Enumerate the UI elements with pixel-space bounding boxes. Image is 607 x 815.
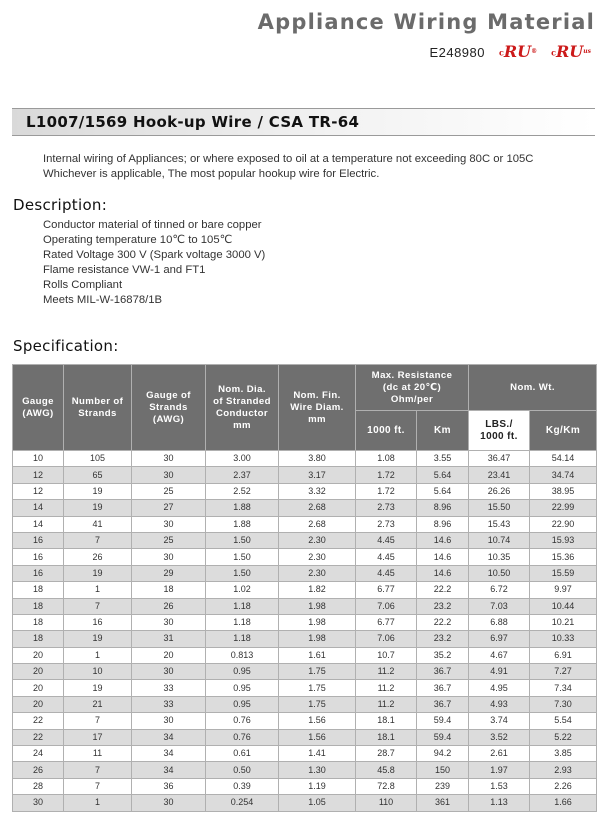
table-cell: 2.73 [356, 516, 417, 532]
table-cell: 30 [13, 795, 64, 811]
table-row [13, 549, 597, 565]
table-cell: 19 [64, 680, 132, 696]
table-cell: 105 [64, 451, 132, 467]
table-cell: 1.50 [206, 549, 279, 565]
table-cell: 30 [132, 614, 206, 630]
table-cell: 7.06 [356, 631, 417, 647]
specification-table [12, 364, 597, 812]
table-cell: 0.95 [206, 696, 279, 712]
table-cell: 30 [132, 549, 206, 565]
col-header-fin-diam: Nom. Fin. Wire Diam. mm [279, 365, 356, 451]
table-row [13, 582, 597, 598]
table-row [13, 516, 597, 532]
table-cell: 361 [417, 795, 469, 811]
table-cell: 3.52 [469, 729, 530, 745]
table-cell: 16 [64, 614, 132, 630]
table-cell: 18 [13, 582, 64, 598]
table-row [13, 631, 597, 647]
table-cell: 7 [64, 532, 132, 548]
table-cell: 26 [13, 762, 64, 778]
table-cell: 7.27 [530, 664, 597, 680]
table-cell: 2.52 [206, 483, 279, 499]
table-cell: 1 [64, 647, 132, 663]
table-cell: 41 [64, 516, 132, 532]
table-cell: 34 [132, 746, 206, 762]
table-row [13, 762, 597, 778]
product-title: L1007/1569 Hook-up Wire / CSA TR-64 [26, 113, 360, 131]
table-cell: 22.2 [417, 582, 469, 598]
table-cell: 8.96 [417, 500, 469, 516]
table-cell: 0.254 [206, 795, 279, 811]
table-cell: 15.59 [530, 565, 597, 581]
table-row [13, 467, 597, 483]
table-cell: 6.77 [356, 582, 417, 598]
table-cell: 20 [132, 647, 206, 663]
col-header-lbs: LBS./ 1000 ft. [469, 411, 530, 451]
table-cell: 36.7 [417, 664, 469, 680]
table-row [13, 778, 597, 794]
table-cell: 25 [132, 483, 206, 499]
table-cell: 4.45 [356, 565, 417, 581]
table-row [13, 729, 597, 745]
table-cell: 10.74 [469, 532, 530, 548]
col-header-res-1000ft: 1000 ft. [356, 411, 417, 451]
table-cell: 0.76 [206, 713, 279, 729]
table-row [13, 614, 597, 630]
table-cell: 15.50 [469, 500, 530, 516]
table-cell: 4.45 [356, 549, 417, 565]
table-row [13, 565, 597, 581]
table-cell: 239 [417, 778, 469, 794]
table-cell: 11 [64, 746, 132, 762]
table-cell: 2.73 [356, 500, 417, 516]
page-title: Appliance Wiring Material [257, 10, 595, 34]
table-cell: 1.72 [356, 467, 417, 483]
table-cell: 6.72 [469, 582, 530, 598]
intro-line: Internal wiring of Appliances; or where exposed to oil at a temperature not exceeding 80C or 105C [43, 153, 534, 165]
table-cell: 19 [64, 483, 132, 499]
table-cell: 2.68 [279, 516, 356, 532]
table-cell: 22 [13, 729, 64, 745]
table-cell: 4.45 [356, 532, 417, 548]
table-cell: 1.66 [530, 795, 597, 811]
table-row [13, 532, 597, 548]
table-cell: 1.18 [206, 631, 279, 647]
table-cell: 14.6 [417, 565, 469, 581]
table-cell: 1.75 [279, 696, 356, 712]
specification-heading: Specification: [13, 337, 119, 355]
table-cell: 15.43 [469, 516, 530, 532]
table-cell: 19 [64, 631, 132, 647]
table-cell: 18 [13, 614, 64, 630]
table-cell: 1.50 [206, 532, 279, 548]
table-cell: 12 [13, 483, 64, 499]
table-cell: 7 [64, 713, 132, 729]
table-cell: 1.97 [469, 762, 530, 778]
table-cell: 2.93 [530, 762, 597, 778]
table-row [13, 713, 597, 729]
table-cell: 5.64 [417, 483, 469, 499]
table-cell: 1.53 [469, 778, 530, 794]
table-row [13, 680, 597, 696]
table-row [13, 696, 597, 712]
table-cell: 7.03 [469, 598, 530, 614]
col-header-max-resistance: Max. Resistance (dc at 20℃) Ohm/per [356, 365, 469, 411]
table-cell: 28.7 [356, 746, 417, 762]
table-cell: 10 [64, 664, 132, 680]
table-cell: 27 [132, 500, 206, 516]
table-cell: 1.19 [279, 778, 356, 794]
table-cell: 1.08 [356, 451, 417, 467]
table-cell: 0.813 [206, 647, 279, 663]
table-cell: 34 [132, 729, 206, 745]
table-cell: 23.41 [469, 467, 530, 483]
table-cell: 0.61 [206, 746, 279, 762]
description-item: Conductor material of tinned or bare copper [43, 219, 262, 231]
table-cell: 1.98 [279, 631, 356, 647]
table-cell: 16 [13, 532, 64, 548]
table-cell: 7.34 [530, 680, 597, 696]
table-cell: 1.30 [279, 762, 356, 778]
table-cell: 16 [13, 549, 64, 565]
table-cell: 2.26 [530, 778, 597, 794]
table-cell: 5.22 [530, 729, 597, 745]
table-row [13, 451, 597, 467]
description-item: Flame resistance VW-1 and FT1 [43, 264, 206, 276]
table-row [13, 746, 597, 762]
col-header-nom-weight: Nom. Wt. [469, 365, 597, 411]
table-cell: 9.97 [530, 582, 597, 598]
table-cell: 20 [13, 647, 64, 663]
table-cell: 1.56 [279, 729, 356, 745]
table-cell: 22.90 [530, 516, 597, 532]
table-cell: 110 [356, 795, 417, 811]
table-cell: 14.6 [417, 532, 469, 548]
table-cell: 34 [132, 762, 206, 778]
specification-table-body [13, 451, 597, 812]
table-cell: 1.56 [279, 713, 356, 729]
table-cell: 0.95 [206, 680, 279, 696]
table-cell: 31 [132, 631, 206, 647]
col-header-gauge: Gauge (AWG) [13, 365, 64, 451]
col-header-nom-dia: Nom. Dia. of Stranded Conductor mm [206, 365, 279, 451]
table-cell: 30 [132, 467, 206, 483]
table-cell: 2.37 [206, 467, 279, 483]
table-cell: 2.61 [469, 746, 530, 762]
table-cell: 6.77 [356, 614, 417, 630]
table-cell: 22 [13, 713, 64, 729]
table-cell: 36 [132, 778, 206, 794]
table-cell: 1.72 [356, 483, 417, 499]
table-cell: 0.95 [206, 664, 279, 680]
table-cell: 16 [13, 565, 64, 581]
intro-text [43, 152, 533, 182]
table-cell: 10.44 [530, 598, 597, 614]
table-cell: 7 [64, 762, 132, 778]
table-cell: 14 [13, 516, 64, 532]
table-cell: 59.4 [417, 729, 469, 745]
table-cell: 3.17 [279, 467, 356, 483]
table-cell: 20 [13, 664, 64, 680]
table-cell: 1.82 [279, 582, 356, 598]
table-cell: 0.39 [206, 778, 279, 794]
table-cell: 30 [132, 795, 206, 811]
table-cell: 30 [132, 713, 206, 729]
table-cell: 2.30 [279, 549, 356, 565]
table-cell: 33 [132, 680, 206, 696]
col-header-res-km: Km [417, 411, 469, 451]
ul-recognized-logo: cRU® [499, 42, 538, 61]
col-header-strands: Number of Strands [64, 365, 132, 451]
intro-line: Whichever is applicable, The most popular hookup wire for Electric. [43, 168, 380, 180]
table-cell: 38.95 [530, 483, 597, 499]
table-cell: 4.67 [469, 647, 530, 663]
table-cell: 54.14 [530, 451, 597, 467]
table-cell: 23.2 [417, 598, 469, 614]
table-cell: 11.2 [356, 664, 417, 680]
table-row [13, 483, 597, 499]
table-row [13, 598, 597, 614]
table-cell: 1.98 [279, 614, 356, 630]
table-cell: 1.50 [206, 565, 279, 581]
table-cell: 10.35 [469, 549, 530, 565]
table-cell: 36.47 [469, 451, 530, 467]
table-cell: 26 [64, 549, 132, 565]
table-cell: 7 [64, 778, 132, 794]
table-cell: 1.75 [279, 680, 356, 696]
table-cell: 7 [64, 598, 132, 614]
table-cell: 2.68 [279, 500, 356, 516]
table-cell: 1 [64, 582, 132, 598]
table-cell: 65 [64, 467, 132, 483]
table-cell: 3.32 [279, 483, 356, 499]
table-cell: 17 [64, 729, 132, 745]
table-cell: 2.30 [279, 565, 356, 581]
table-cell: 14 [13, 500, 64, 516]
table-cell: 1.41 [279, 746, 356, 762]
description-list [43, 218, 265, 308]
table-cell: 1.88 [206, 516, 279, 532]
table-cell: 18 [13, 631, 64, 647]
table-cell: 10.33 [530, 631, 597, 647]
table-cell: 3.74 [469, 713, 530, 729]
table-cell: 10.21 [530, 614, 597, 630]
table-cell: 150 [417, 762, 469, 778]
table-cell: 0.76 [206, 729, 279, 745]
table-cell: 19 [64, 565, 132, 581]
table-cell: 24 [13, 746, 64, 762]
table-cell: 18 [132, 582, 206, 598]
table-cell: 3.00 [206, 451, 279, 467]
cul-us-recognized-logo: cRU$^{us}$ [551, 42, 591, 61]
description-heading: Description: [13, 196, 108, 214]
col-header-kg-km: Kg/Km [530, 411, 597, 451]
table-cell: 1.05 [279, 795, 356, 811]
description-item: Rolls Compliant [43, 279, 123, 291]
certification-row [429, 44, 591, 61]
table-cell: 18.1 [356, 713, 417, 729]
table-cell: 30 [132, 664, 206, 680]
table-cell: 29 [132, 565, 206, 581]
table-row [13, 647, 597, 663]
product-banner [12, 108, 595, 136]
cert-number: E248980 [429, 44, 485, 60]
table-cell: 5.64 [417, 467, 469, 483]
table-cell: 11.2 [356, 680, 417, 696]
table-cell: 72.8 [356, 778, 417, 794]
table-cell: 7.06 [356, 598, 417, 614]
table-cell: 22.2 [417, 614, 469, 630]
table-cell: 45.8 [356, 762, 417, 778]
table-cell: 5.54 [530, 713, 597, 729]
col-header-strand-gauge: Gauge of Strands (AWG) [132, 365, 206, 451]
table-cell: 1.02 [206, 582, 279, 598]
description-item: Meets MIL-W-16878/1B [43, 294, 163, 306]
table-cell: 30 [132, 516, 206, 532]
table-cell: 19 [64, 500, 132, 516]
table-cell: 30 [132, 451, 206, 467]
table-cell: 7.30 [530, 696, 597, 712]
table-cell: 12 [13, 467, 64, 483]
table-cell: 3.55 [417, 451, 469, 467]
table-cell: 1 [64, 795, 132, 811]
table-cell: 1.13 [469, 795, 530, 811]
table-cell: 3.80 [279, 451, 356, 467]
table-cell: 18 [13, 598, 64, 614]
table-cell: 26 [132, 598, 206, 614]
table-cell: 4.91 [469, 664, 530, 680]
table-cell: 10.7 [356, 647, 417, 663]
table-cell: 6.91 [530, 647, 597, 663]
table-cell: 4.93 [469, 696, 530, 712]
table-cell: 3.85 [530, 746, 597, 762]
table-cell: 35.2 [417, 647, 469, 663]
table-cell: 14.6 [417, 549, 469, 565]
table-cell: 28 [13, 778, 64, 794]
table-row [13, 664, 597, 680]
table-cell: 0.50 [206, 762, 279, 778]
description-item: Operating temperature 10℃ to 105℃ [43, 234, 233, 246]
table-cell: 1.75 [279, 664, 356, 680]
table-cell: 6.88 [469, 614, 530, 630]
table-row [13, 795, 597, 811]
table-cell: 94.2 [417, 746, 469, 762]
table-cell: 34.74 [530, 467, 597, 483]
table-cell: 33 [132, 696, 206, 712]
table-cell: 1.18 [206, 598, 279, 614]
table-cell: 6.97 [469, 631, 530, 647]
table-cell: 11.2 [356, 696, 417, 712]
table-row [13, 500, 597, 516]
table-cell: 8.96 [417, 516, 469, 532]
table-cell: 22.99 [530, 500, 597, 516]
table-cell: 10 [13, 451, 64, 467]
table-cell: 26.26 [469, 483, 530, 499]
table-cell: 36.7 [417, 680, 469, 696]
table-cell: 1.61 [279, 647, 356, 663]
table-cell: 2.30 [279, 532, 356, 548]
table-cell: 36.7 [417, 696, 469, 712]
table-cell: 59.4 [417, 713, 469, 729]
table-cell: 1.18 [206, 614, 279, 630]
table-cell: 4.95 [469, 680, 530, 696]
table-cell: 1.88 [206, 500, 279, 516]
table-cell: 20 [13, 680, 64, 696]
table-cell: 20 [13, 696, 64, 712]
table-cell: 15.36 [530, 549, 597, 565]
table-cell: 1.98 [279, 598, 356, 614]
table-cell: 10.50 [469, 565, 530, 581]
table-cell: 23.2 [417, 631, 469, 647]
table-cell: 21 [64, 696, 132, 712]
table-cell: 18.1 [356, 729, 417, 745]
table-cell: 15.93 [530, 532, 597, 548]
table-cell: 25 [132, 532, 206, 548]
description-item: Rated Voltage 300 V (Spark voltage 3000 V) [43, 249, 266, 261]
